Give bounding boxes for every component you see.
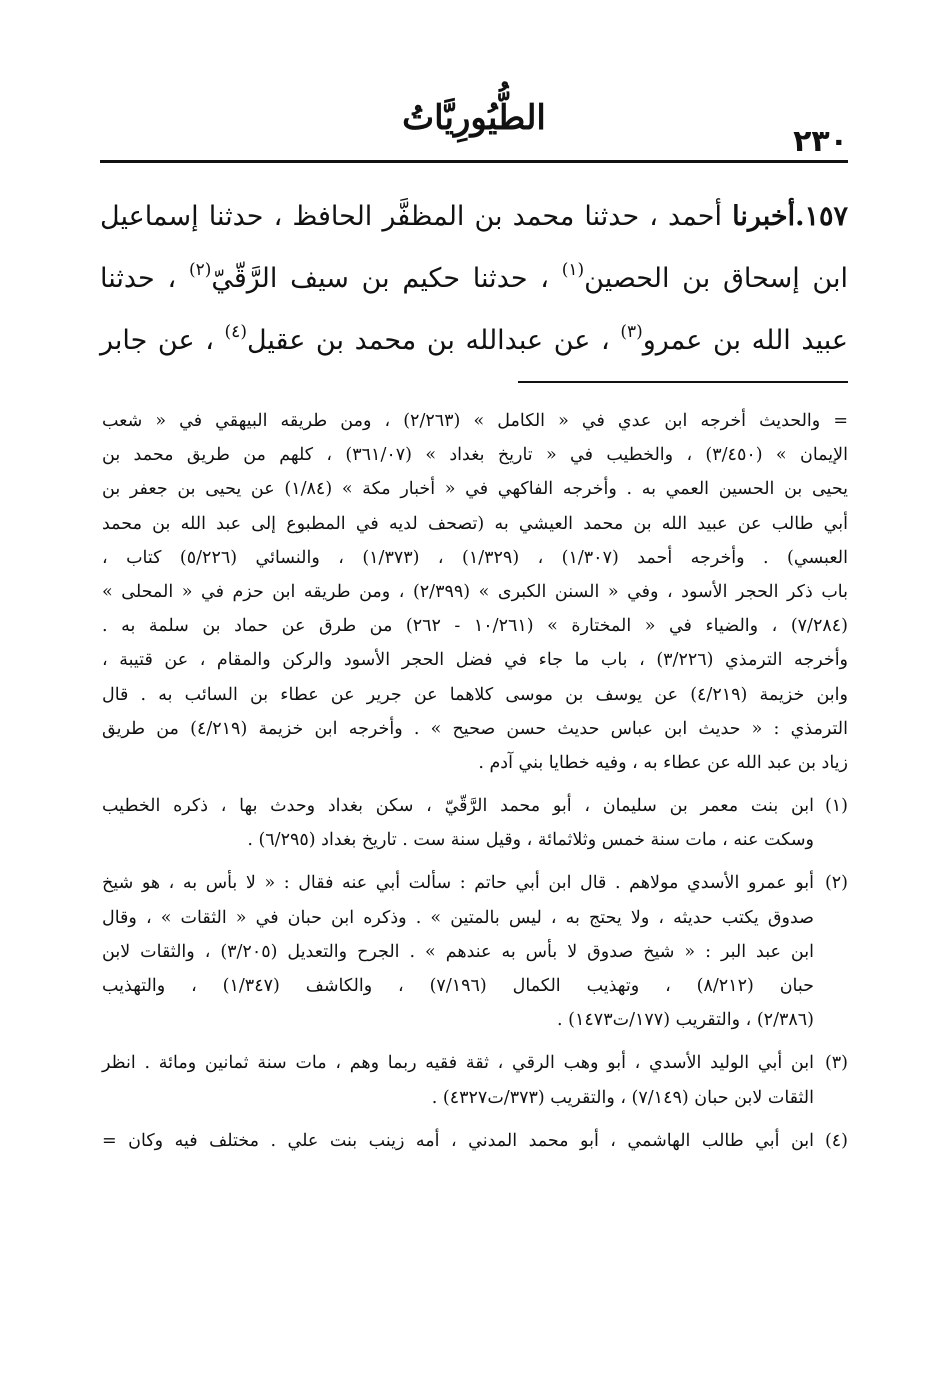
- footnote-line: ابن بنت معمر بن سليمان ، أبو محمد الرَّقّيّ ، سكن بغداد وحدث بها ، ذكره الخطيب: [102, 796, 814, 817]
- continued-footnote-line: زياد بن عبد الله عن عطاء به ، وفيه خطايا بني آدم .: [478, 752, 848, 773]
- footnote-number: (١): [824, 796, 848, 817]
- continued-footnote-line: أبي طالب عن عبيد الله بن محمد العيشي به (تصحف لديه في المطبوع إلى عبد الله بن محمد: [102, 513, 848, 534]
- continued-footnote-line: يحيى بن الحسين العمي به . وأخرجه الفاكهي في « أخبار مكة » (١/٨٤) عن يحيى بن جعفر بن: [102, 479, 848, 500]
- hadith-lead-word: أخبرنا: [732, 201, 796, 232]
- footnote-line: ابن أبي طالب الهاشمي ، أبو محمد المدني ، أمه زينب بنت علي . مختلف فيه وكان =: [102, 1130, 814, 1151]
- footnote-line: صدوق يكتب حديثه ، ولا يحتج به ، ليس بالمتين » . وذكره ابن حبان في « الثقات » ، وقال: [102, 907, 814, 928]
- continued-footnote-line: باب ذكر الحجر الأسود ، وفي « السنن الكبرى » (٢/٣٩٩) ، ومن طريقه ابن حزم في « المحلى »: [102, 581, 848, 602]
- footnote-line: (٢/٣٨٦) ، والتقريب (١٧٧/ت١٤٧٣) .: [557, 1010, 814, 1031]
- footnote-ref-3[interactable]: (٣): [620, 322, 643, 342]
- continued-footnote-line: وأخرجه الترمذي (٣/٢٢٦) ، باب ما جاء في فضل الحجر الأسود والركن والمقام ، عن قتيبة ،: [102, 650, 849, 671]
- main-line-2-text-b: ، حدثنا حكيم بن سيف الرَّقّيّ: [211, 263, 550, 294]
- footnote-ref-4[interactable]: (٤): [224, 322, 247, 342]
- footnote-3: [102, 1046, 848, 1114]
- main-line-3: [100, 310, 848, 372]
- running-title: الطُّيُورِيَّاتُ: [402, 98, 546, 138]
- continued-footnote-line: الترمذي : « حديث ابن عباس حديث حسن صحيح » . وأخرجه ابن خزيمة (٤/٢١٩) من طريق: [102, 718, 848, 739]
- footnote-line: ابن أبي الوليد الأسدي ، أبو وهب الرقي ، ثقة فقيه ربما وهم ، مات سنة ثمانين ومائة . انظر: [102, 1053, 814, 1074]
- page-number: ٢٣٠: [793, 124, 848, 159]
- footnote-ref-2[interactable]: (٢): [188, 260, 212, 280]
- footnote-ref-1[interactable]: (١): [561, 260, 585, 280]
- footnote-separator: [518, 381, 848, 383]
- footnote-1: [102, 789, 848, 857]
- hadith-number: ١٥٧.: [795, 201, 849, 232]
- footnote-2: [102, 866, 848, 1037]
- footnote-line: الثقات لابن حبان (٧/١٤٩) ، والتقريب (٣٧٣/ت٤٣٢٧) .: [431, 1087, 814, 1108]
- footnote-4: [102, 1124, 848, 1158]
- footnote-number: (٢): [824, 873, 848, 894]
- footnote-line: أبو عمرو الأسدي مولاهم . قال ابن أبي حاتم : سألت أبي عنه فقال : « لا بأس به ، هو شيخ: [102, 873, 814, 894]
- footnote-number: (٣): [824, 1053, 848, 1074]
- footnote-line: حبان (٨/٢١٢) ، وتهذيب الكمال (٧/١٩٦) ، والكاشف (١/٣٤٧) ، والتهذيب: [102, 976, 814, 996]
- main-line-2: [100, 248, 848, 310]
- main-line-1-text: أحمد ، حدثنا محمد بن المظفَّر الحافظ ، حدثنا إسماعيل: [100, 201, 723, 232]
- main-text: [100, 186, 848, 372]
- main-line-2-text-c: ، حدثنا: [100, 263, 177, 294]
- continued-footnote-line: الإيمان » (٣/٤٥٠) ، والخطيب في « تاريخ بغداد » (٣٦١/٠٧) ، كلهم من طريق محمد بن: [102, 445, 848, 466]
- page-header: [100, 88, 848, 158]
- continued-footnote: [102, 404, 848, 780]
- footnote-line: وسكت عنه ، مات سنة خمس وثلاثمائة ، وقيل سنة ست . تاريخ بغداد (٦/٢٩٥) .: [247, 830, 814, 851]
- footnote-line: ابن عبد البر : « شيخ صدوق لا بأس به عندهم » . الجرح والتعديل (٣/٢٠٥) ، والثقات لابن: [102, 941, 814, 962]
- footnotes-section: [102, 404, 848, 1158]
- continued-footnote-line: العبسي) . وأخرجه أحمد (١/٣٠٧) ، (١/٣٢٩) ، (١/٣٧٣) ، والنسائي (٥/٢٢٦) كتاب ،: [102, 547, 848, 568]
- continued-footnote-line: = والحديث أخرجه ابن عدي في « الكامل » (٢/٢٦٣) ، ومن طريقه البيهقي في « شعب: [102, 411, 848, 431]
- header-rule: [100, 160, 848, 163]
- main-line-2-text-a: ابن إسحاق بن الحصين: [584, 263, 848, 294]
- continued-footnote-line: وابن خزيمة (٤/٢١٩) عن يوسف بن موسى كلاهما عن جرير عن عطاء بن السائب به . قال: [102, 684, 848, 705]
- main-line-3-text-a: عبيد الله بن عمرو: [642, 325, 848, 356]
- footnote-number: (٤): [824, 1130, 848, 1151]
- main-line-1: [100, 186, 848, 248]
- continued-footnote-line: (٧/٢٨٤) ، والضياء في « المختارة » (١٠/٢٦١ - ٢٦٢) من طرق عن حماد بن سلمة به .: [102, 616, 848, 637]
- main-line-3-text-c: ، عن جابر: [100, 325, 214, 356]
- main-line-3-text-b: ، عن عبدالله بن محمد بن عقيل: [246, 325, 610, 356]
